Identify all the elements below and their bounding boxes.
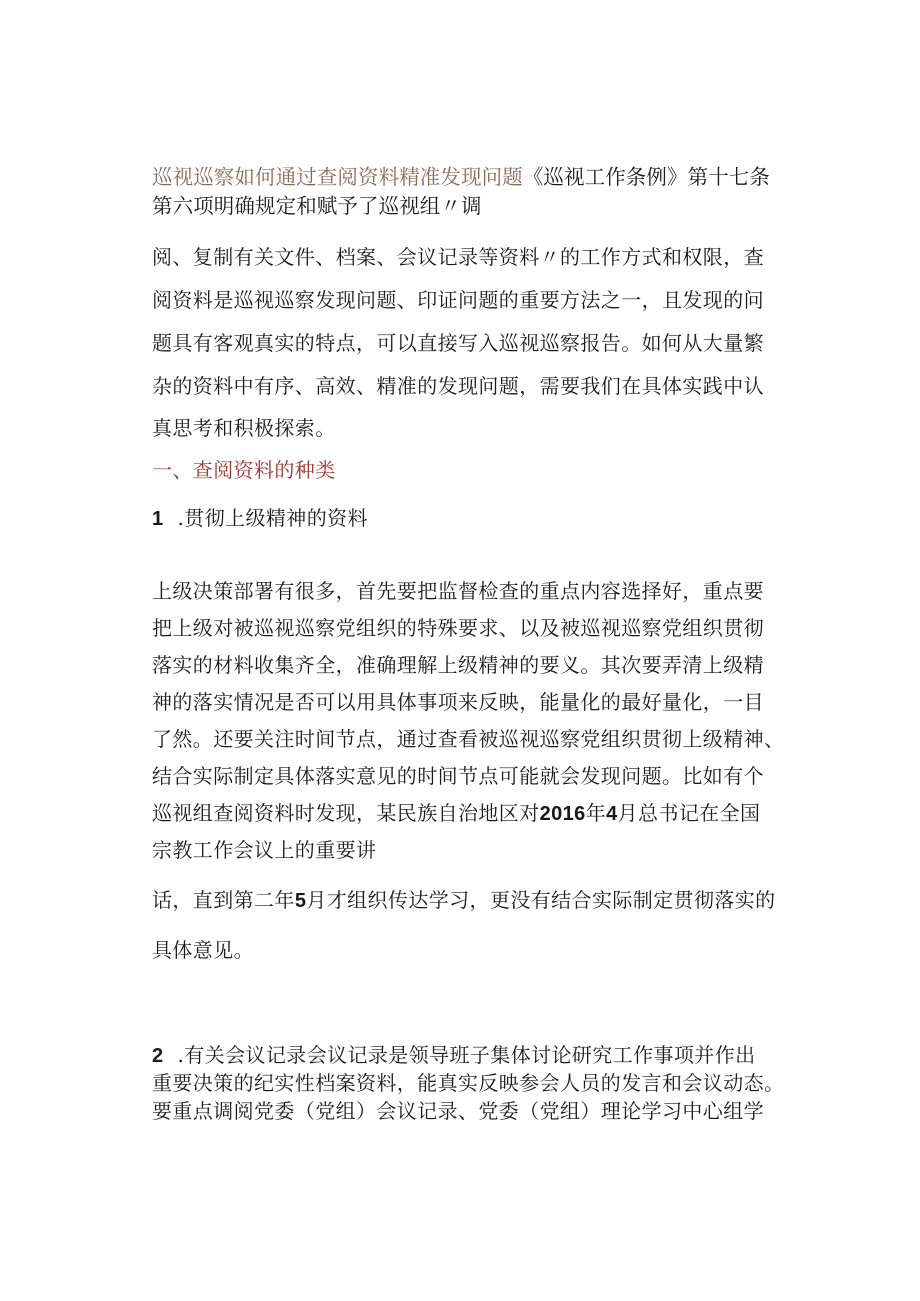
paragraph-line: 神的落实情况是否可以用具体事项来反映，能量化的最好量化，一目 — [152, 690, 764, 714]
paragraph-line: 具体意见。 — [152, 938, 254, 962]
paragraph-line: 上级决策部署有很多，首先要把监督检查的重点内容选择好，重点要 — [152, 579, 764, 603]
month-number: 5 — [294, 890, 307, 912]
intro-line: 阅资料是巡视巡察发现问题、印证问题的重要方法之一，且发现的问 — [152, 288, 764, 312]
paragraph-line: 了然。还要关注时间节点，通过查看被巡视巡察党组织贯彻上级精神、 — [152, 727, 785, 751]
paragraph-line: 结合实际制定具体落实意见的时间节点可能就会发现问题。比如有个 — [152, 764, 764, 788]
text-span: 年 — [585, 801, 607, 825]
month-number: 4 — [606, 803, 618, 825]
intro-line: 真思考和积极探索。 — [152, 416, 336, 440]
text-span: 话，直到第二年 — [152, 888, 295, 912]
intro-line: 题具有客观真实的特点，可以直接写入巡视巡察报告。如何从大量繁 — [152, 331, 764, 355]
paragraph-line — [152, 887, 776, 914]
title-part-dark: 《巡视工作条例》第十七条 — [522, 165, 771, 189]
section-heading: 一、查阅资料的种类 — [152, 458, 336, 482]
item-heading-1 — [152, 505, 368, 532]
item-heading-2 — [152, 1042, 756, 1069]
text-span: 巡视组查阅资料时发现，某民族自治地区对 — [152, 801, 540, 825]
text-span: 月总书记在全国 — [617, 801, 761, 825]
paragraph-line: 重要决策的纪实性档案资料，能真实反映参会人员的发言和会议动态。 — [152, 1071, 785, 1095]
paragraph-line: 把上级对被巡视巡察党组织的特殊要求、以及被巡视巡察党组织贯彻 — [152, 616, 764, 640]
paragraph-line: 落实的材料收集齐全，准确理解上级精神的要义。其次要弄清上级精 — [152, 653, 764, 677]
item-number: 2 — [152, 1045, 164, 1067]
intro-line: 阅、复制有关文件、档案、会议记录等资料〃的工作方式和权限，查 — [152, 245, 764, 269]
text-span: 月才组织传达学习，更没有结合实际制定贯彻落实的 — [306, 888, 776, 912]
paragraph-line — [152, 800, 760, 827]
item-number: 1 — [152, 508, 164, 530]
year-number: 2016 — [539, 803, 586, 825]
item-title: .贯彻上级精神的资料 — [177, 506, 368, 530]
title-part-colored: 巡视巡察如何通过查阅资料精准发现问题 — [152, 165, 523, 189]
paragraph-line: 宗教工作会议上的重要讲 — [152, 838, 377, 862]
title-line-2: 第六项明确规定和赋予了巡视组〃调 — [152, 194, 482, 218]
intro-line: 杂的资料中有序、高效、精准的发现问题，需要我们在具体实践中认 — [152, 374, 764, 398]
item-title: .有关会议记录会议记录是领导班子集体讨论研究工作事项并作出 — [177, 1043, 756, 1067]
document-title — [152, 164, 770, 190]
paragraph-line: 要重点调阅党委（党组）会议记录、党委（党组）理论学习中心组学 — [152, 1099, 764, 1123]
